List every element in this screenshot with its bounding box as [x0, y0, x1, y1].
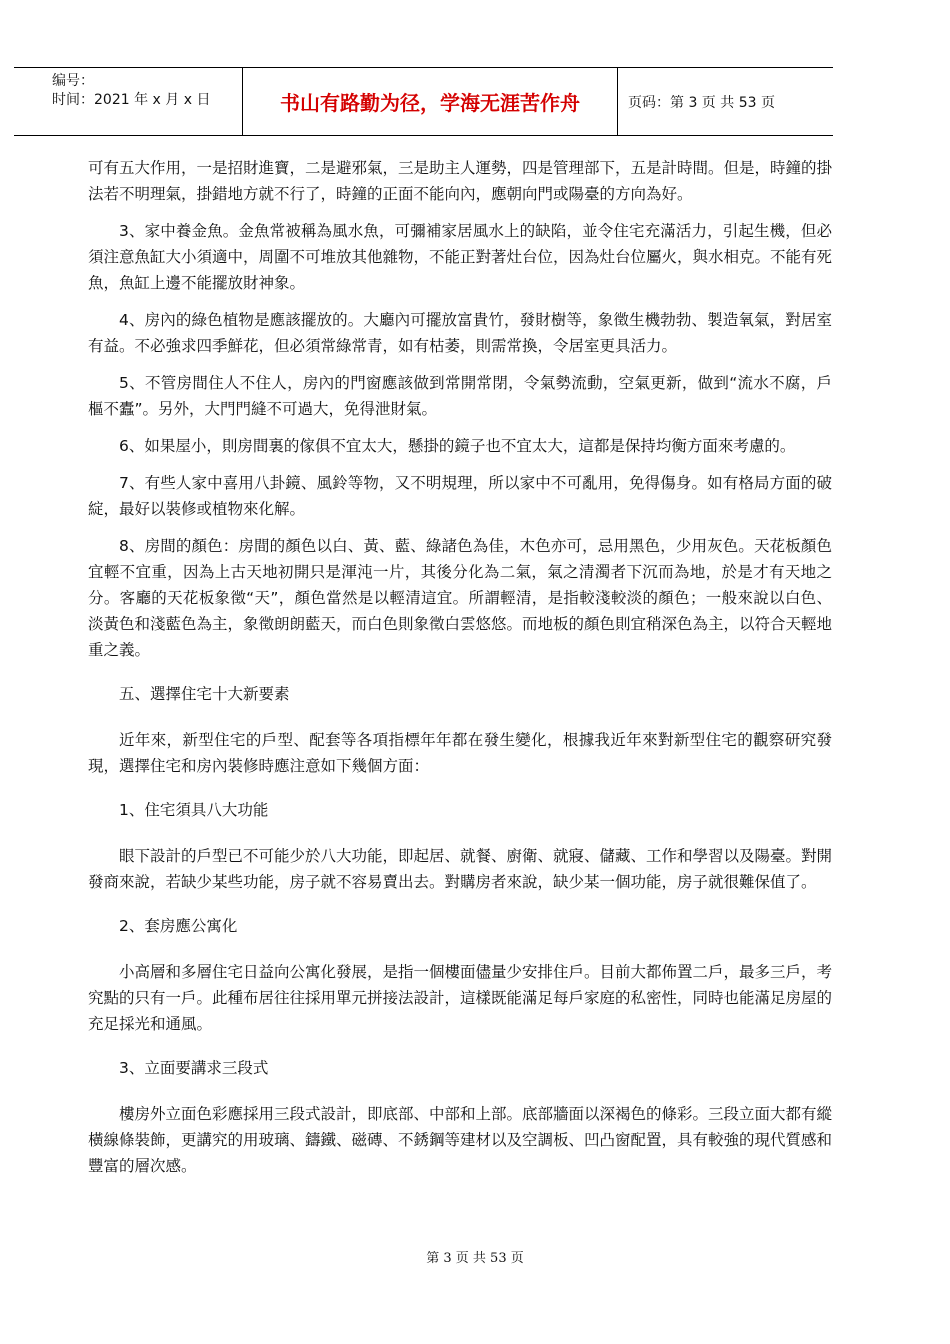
document-body [88, 155, 832, 1197]
page-footer: 第 3 页 共 53 页 [426, 1251, 524, 1266]
paragraph: 可有五大作用，一是招財進寶，二是避邪氣，三是助主人運勢，四是管理部下，五是計時間。但是，時鐘的掛法若不明理氣，掛錯地方就不行了，時鐘的正面不能向內，應朝向門或陽臺的方向為好。 [88, 159, 833, 203]
subsection-heading: 2、套房應公寓化 [119, 917, 238, 935]
paragraph: 小高層和多層住宅日益向公寓化發展，是指一個樓面儘量少安排住戶。目前大都佈置二戶，最多三戶，考究點的只有一戶。此種布居往往採用單元拼接法設計，這樣既能滿足每戶家庭的私密性，同時也能滿足房屋的充足採光和通風。 [88, 963, 833, 1033]
header-motto: 书山有路勤为径，学海无涯苦作舟 [243, 68, 618, 135]
paragraph: 3、家中養金魚。金魚常被稱為風水魚，可彌補家居風水上的缺陷，並令住宅充滿活力，引起生機，但必須注意魚缸大小須適中，周圍不可堆放其他雜物，不能正對著灶台位，因為灶台位屬火，與水相克。不能有死魚，魚缸上邊不能擺放財神象。 [88, 222, 833, 292]
paragraph: 樓房外立面色彩應採用三段式設計，即底部、中部和上部。底部牆面以深褐色的條彩。三段立面大都有縱橫線條裝飾，更講究的用玻璃、鑄鐵、磁磚、不銹鋼等建材以及空調板、凹凸窗配置，具有較強的現代質感和豐富的層次感。 [88, 1105, 833, 1175]
paragraph: 7、有些人家中喜用八卦鏡、風鈴等物，又不明規理，所以家中不可亂用，免得傷身。如有格局方面的破綻，最好以裝修或植物來化解。 [88, 474, 832, 518]
paragraph: 近年來，新型住宅的戶型、配套等各項指標年年都在發生變化，根據我近年來對新型住宅的觀察研究發現，選擇住宅和房內裝修時應注意如下幾個方面： [88, 731, 832, 775]
paragraph: 5、不管房間住人不住人，房內的門窗應該做到常開常閉，令氣勢流動，空氣更新，做到“流水不腐，戶樞不蠹”。另外，大門門縫不可過大，免得泄財氣。 [88, 374, 832, 418]
paragraph: 8、房間的顏色：房間的顏色以白、黃、藍、綠諸色為佳，木色亦可，忌用黑色，少用灰色。天花板顏色宜輕不宜重，因為上古天地初開只是渾沌一片，其後分化為二氣，氣之清濁者下沉而為地，於是才有天地之分。客廳的天花板象徵“天”，顏色當然是以輕清這宜。所謂輕清，是指較淺較淡的顏色；一般來說以白色、淡黃色和淺藍色為主，象徵朗朗藍天，而白色則象徵白雲悠悠。而地板的顏色則宜稍深色為主，以符合天輕地重之義。 [88, 537, 833, 659]
section-heading: 五、選擇住宅十大新要素 [119, 685, 290, 703]
subsection-heading: 3、立面要講求三段式 [119, 1059, 269, 1077]
paragraph: 眼下設計的戶型已不可能少於八大功能，即起居、就餐、廚衛、就寢、儲藏、工作和學習以及陽臺。對開發商來說，若缺少某些功能，房子就不容易賣出去。對購房者來說，缺少某一個功能，房子就很難保值了。 [88, 847, 833, 891]
page-header [14, 67, 833, 136]
paragraph: 4、房內的綠色植物是應該擺放的。大廳內可擺放富貴竹，發財樹等，象徵生機勃勃、製造氧氣，對居室有益。不必強求四季鮮花，但必須常綠常青，如有枯萎，則需常換，令居室更具活力。 [88, 311, 832, 355]
time-label: 时间：2021 年 x 月 x 日 [52, 92, 211, 108]
subsection-heading: 1、住宅須具八大功能 [119, 801, 269, 819]
header-meta [14, 68, 243, 135]
paragraph: 6、如果屋小，則房間裏的傢俱不宜太大，懸掛的鏡子也不宜太大，這都是保持均衡方面來考慮的。 [119, 437, 796, 455]
header-page-info: 页码：第 3 页 共 53 页 [628, 94, 775, 111]
number-label: 编号： [52, 73, 94, 89]
